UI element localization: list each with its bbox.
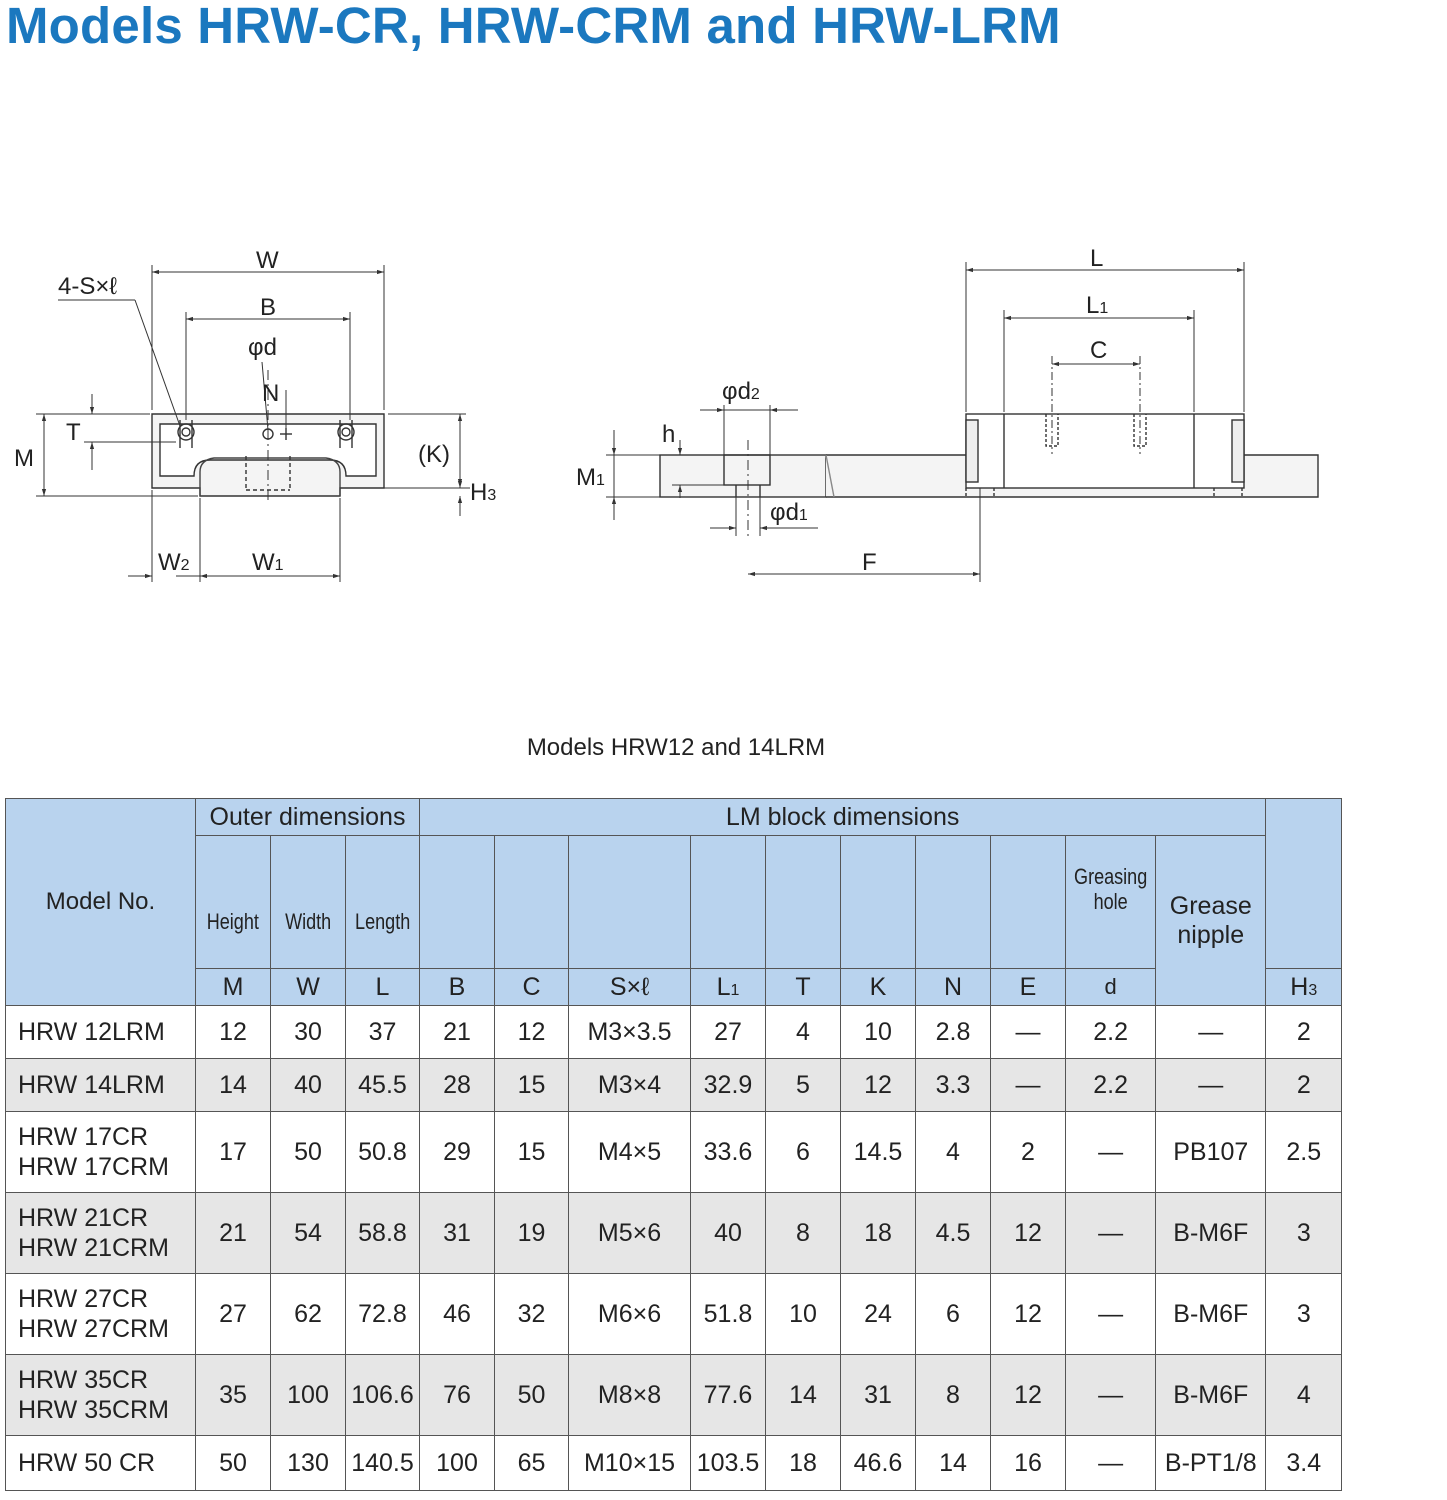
table-row — [6, 1006, 1342, 1059]
label-w1: W — [252, 549, 275, 576]
cell-m: 50 — [196, 1436, 271, 1491]
header-greasing-hole: Greasing hole — [1066, 836, 1156, 969]
cell-b: 46 — [420, 1274, 495, 1355]
svg-text:φd1 — [770, 499, 808, 526]
cell-e: 2 — [991, 1112, 1066, 1193]
label-m1-sub: 1 — [596, 472, 605, 489]
cell-s: M8×8 — [569, 1355, 691, 1436]
cell-d: — — [1066, 1112, 1156, 1193]
cell-e: 12 — [991, 1274, 1066, 1355]
cell-c: 15 — [495, 1112, 569, 1193]
header-sym-c: C — [495, 969, 569, 1006]
cell-d: 2.2 — [1066, 1006, 1156, 1059]
header-outer-dimensions: Outer dimensions — [196, 799, 420, 836]
cell-n: 4 — [916, 1112, 991, 1193]
cell-s: M10×15 — [569, 1436, 691, 1491]
header-sym-n: N — [916, 969, 991, 1006]
svg-text:M1 — [576, 464, 605, 491]
svg-text:H3 — [470, 479, 496, 506]
label-k: (K) — [418, 441, 450, 468]
label-w2: W — [158, 549, 181, 576]
label-m1: M — [576, 464, 596, 491]
cell-c: 50 — [495, 1355, 569, 1436]
drawing-caption: Models HRW12 and 14LRM — [526, 734, 826, 761]
cell-k: 31 — [841, 1355, 916, 1436]
cell-w: 54 — [271, 1193, 346, 1274]
technical-drawing — [0, 220, 1447, 600]
cell-nipple: B-M6F — [1156, 1193, 1266, 1274]
svg-text:W1 — [252, 549, 284, 576]
cell-h3: 4 — [1266, 1355, 1342, 1436]
cell-m: 12 — [196, 1006, 271, 1059]
label-n: N — [262, 380, 280, 407]
dimensions-table — [5, 798, 1342, 1491]
header-h3-blank — [1266, 799, 1342, 969]
table-row — [6, 1059, 1342, 1112]
cell-l1: 32.9 — [691, 1059, 766, 1112]
header-sym-s: S×ℓ — [569, 969, 691, 1006]
label-phi-d: φd — [248, 334, 277, 361]
table-row — [6, 1355, 1342, 1436]
cell-k: 12 — [841, 1059, 916, 1112]
cell-h3: 2 — [1266, 1006, 1342, 1059]
svg-text:φd2 — [722, 378, 760, 405]
label-screw: 4-S×ℓ — [58, 273, 118, 300]
label-l1-sub: 1 — [1099, 300, 1109, 317]
label-f: F — [862, 549, 877, 576]
header-sym-d: d — [1066, 969, 1156, 1006]
cell-nipple: PB107 — [1156, 1112, 1266, 1193]
header-b-blank — [420, 836, 495, 969]
cell-s: M3×3.5 — [569, 1006, 691, 1059]
cell-m: 27 — [196, 1274, 271, 1355]
cell-model: HRW 27CR HRW 27CRM — [6, 1274, 196, 1355]
cell-t: 5 — [766, 1059, 841, 1112]
table-row — [6, 1112, 1342, 1193]
cell-w: 30 — [271, 1006, 346, 1059]
label-h: h — [662, 421, 676, 448]
cell-s: M6×6 — [569, 1274, 691, 1355]
label-l: L — [1090, 245, 1104, 272]
label-w2-sub: 2 — [180, 557, 190, 574]
header-sym-l: L — [346, 969, 420, 1006]
cell-s: M4×5 — [569, 1112, 691, 1193]
cell-m: 35 — [196, 1355, 271, 1436]
label-m: M — [14, 445, 34, 472]
cell-e: 12 — [991, 1193, 1066, 1274]
cell-w: 62 — [271, 1274, 346, 1355]
header-sym-l1: L1 — [691, 969, 766, 1006]
cell-d: 2.2 — [1066, 1059, 1156, 1112]
cell-s: M5×6 — [569, 1193, 691, 1274]
cell-b: 76 — [420, 1355, 495, 1436]
cell-t: 14 — [766, 1355, 841, 1436]
cell-w: 100 — [271, 1355, 346, 1436]
cell-c: 32 — [495, 1274, 569, 1355]
cell-t: 10 — [766, 1274, 841, 1355]
front-view — [36, 265, 470, 582]
svg-text:W2 — [158, 549, 190, 576]
cell-w: 50 — [271, 1112, 346, 1193]
header-sym-b: B — [420, 969, 495, 1006]
table-row — [6, 1274, 1342, 1355]
cell-k: 46.6 — [841, 1436, 916, 1491]
header-height: Height — [196, 836, 271, 969]
cell-l1: 51.8 — [691, 1274, 766, 1355]
cell-l1: 33.6 — [691, 1112, 766, 1193]
cell-l1: 103.5 — [691, 1436, 766, 1491]
header-s-blank — [569, 836, 691, 969]
cell-l: 106.6 — [346, 1355, 420, 1436]
header-grease-nipple: Grease nipple — [1156, 836, 1266, 1006]
cell-model: HRW 12LRM — [6, 1006, 196, 1059]
cell-n: 3.3 — [916, 1059, 991, 1112]
header-l1-blank — [691, 836, 766, 969]
cell-c: 12 — [495, 1006, 569, 1059]
cell-s: M3×4 — [569, 1059, 691, 1112]
cell-l: 45.5 — [346, 1059, 420, 1112]
cell-t: 8 — [766, 1193, 841, 1274]
label-h3-sub: 3 — [487, 487, 497, 504]
cell-h3: 2.5 — [1266, 1112, 1342, 1193]
label-t: T — [66, 419, 81, 446]
cell-d: — — [1066, 1355, 1156, 1436]
cell-m: 17 — [196, 1112, 271, 1193]
cell-d: — — [1066, 1274, 1156, 1355]
cell-l: 50.8 — [346, 1112, 420, 1193]
cell-n: 6 — [916, 1274, 991, 1355]
cell-l1: 27 — [691, 1006, 766, 1059]
header-sym-h3: H3 — [1266, 969, 1342, 1006]
cell-b: 29 — [420, 1112, 495, 1193]
header-model-no: Model No. — [6, 799, 196, 1006]
page-title: Models HRW-CR, HRW-CRM and HRW-LRM — [6, 0, 1061, 54]
cell-n: 2.8 — [916, 1006, 991, 1059]
cell-d: — — [1066, 1193, 1156, 1274]
table-row — [6, 1193, 1342, 1274]
cell-e: 16 — [991, 1436, 1066, 1491]
label-phi-d2: φd — [722, 378, 751, 405]
cell-c: 15 — [495, 1059, 569, 1112]
cell-m: 14 — [196, 1059, 271, 1112]
label-l1: L — [1086, 292, 1100, 319]
cell-nipple: — — [1156, 1059, 1266, 1112]
header-sym-m: M — [196, 969, 271, 1006]
cell-h3: 3 — [1266, 1193, 1342, 1274]
cell-model: HRW 21CR HRW 21CRM — [6, 1193, 196, 1274]
cell-w: 40 — [271, 1059, 346, 1112]
cell-model: HRW 14LRM — [6, 1059, 196, 1112]
cell-b: 31 — [420, 1193, 495, 1274]
cell-c: 65 — [495, 1436, 569, 1491]
label-b: B — [260, 294, 277, 321]
cell-h3: 3 — [1266, 1274, 1342, 1355]
cell-n: 8 — [916, 1355, 991, 1436]
side-view — [606, 262, 1318, 582]
cell-n: 4.5 — [916, 1193, 991, 1274]
cell-h3: 2 — [1266, 1059, 1342, 1112]
cell-model: HRW 17CR HRW 17CRM — [6, 1112, 196, 1193]
svg-text:L1 — [1086, 292, 1108, 319]
cell-l: 58.8 — [346, 1193, 420, 1274]
cell-b: 21 — [420, 1006, 495, 1059]
label-w: W — [256, 247, 279, 274]
cell-model: HRW 35CR HRW 35CRM — [6, 1355, 196, 1436]
header-e-blank — [991, 836, 1066, 969]
cell-c: 19 — [495, 1193, 569, 1274]
cell-l: 37 — [346, 1006, 420, 1059]
cell-l: 72.8 — [346, 1274, 420, 1355]
cell-w: 130 — [271, 1436, 346, 1491]
cell-k: 24 — [841, 1274, 916, 1355]
cell-d: — — [1066, 1436, 1156, 1491]
cell-nipple: B-M6F — [1156, 1274, 1266, 1355]
header-lm-block-dimensions: LM block dimensions — [420, 799, 1266, 836]
header-sym-t: T — [766, 969, 841, 1006]
cell-t: 6 — [766, 1112, 841, 1193]
header-sym-e: E — [991, 969, 1066, 1006]
label-phi-d2-sub: 2 — [750, 386, 760, 403]
cell-l1: 40 — [691, 1193, 766, 1274]
cell-l: 140.5 — [346, 1436, 420, 1491]
cell-l1: 77.6 — [691, 1355, 766, 1436]
cell-b: 28 — [420, 1059, 495, 1112]
cell-h3: 3.4 — [1266, 1436, 1342, 1491]
header-sym-k: K — [841, 969, 916, 1006]
cell-nipple: B-PT1/8 — [1156, 1436, 1266, 1491]
cell-nipple: — — [1156, 1006, 1266, 1059]
cell-t: 4 — [766, 1006, 841, 1059]
label-phi-d1-sub: 1 — [798, 507, 808, 524]
header-sym-w: W — [271, 969, 346, 1006]
table-row — [6, 1436, 1342, 1491]
cell-e: — — [991, 1059, 1066, 1112]
cell-t: 18 — [766, 1436, 841, 1491]
cell-n: 14 — [916, 1436, 991, 1491]
header-k-blank — [841, 836, 916, 969]
cell-k: 14.5 — [841, 1112, 916, 1193]
header-width: Width — [271, 836, 346, 969]
cell-e: 12 — [991, 1355, 1066, 1436]
label-w1-sub: 1 — [274, 557, 284, 574]
label-phi-d1: φd — [770, 499, 799, 526]
header-t-blank — [766, 836, 841, 969]
label-c: C — [1090, 337, 1108, 364]
header-n-blank — [916, 836, 991, 969]
label-h3: H — [470, 479, 488, 506]
cell-m: 21 — [196, 1193, 271, 1274]
cell-k: 10 — [841, 1006, 916, 1059]
header-c-blank — [495, 836, 569, 969]
header-length: Length — [346, 836, 420, 969]
cell-e: — — [991, 1006, 1066, 1059]
cell-model: HRW 50 CR — [6, 1436, 196, 1491]
cell-k: 18 — [841, 1193, 916, 1274]
cell-nipple: B-M6F — [1156, 1355, 1266, 1436]
cell-b: 100 — [420, 1436, 495, 1491]
